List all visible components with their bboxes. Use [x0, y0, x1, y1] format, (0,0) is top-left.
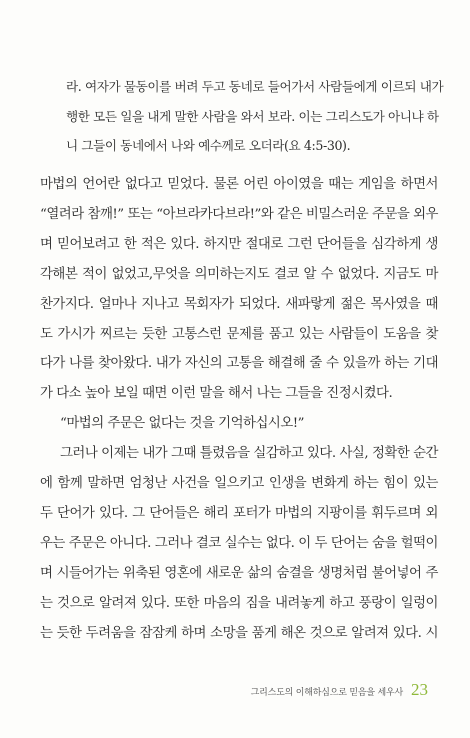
body-line: 에 함께 말하면 엄청난 사건을 일으키고 인생을 변화게 하는 힘이 있는	[40, 476, 438, 492]
body-line: 마법의 언어란 없다고 믿었다. 물론 어린 아이였을 때는 게임을 하면서	[40, 177, 438, 192]
quote-line: 니 그들이 동네에서 나와 예수께로 오더라(요 4:5-30).	[66, 138, 351, 153]
quote-line: 행한 모든 일을 내게 말한 사람을 와서 보라. 이는 그리스도가 아니냐 하	[66, 108, 439, 124]
body-line: 각해본 적이 없었고,무엇을 의미하는지도 결코 알 수 없었다. 지금도 마	[40, 266, 438, 282]
page-number: 23	[411, 680, 428, 699]
quote-line: 라. 여자가 물동이를 버려 두고 동네로 들어가서 사람들에게 이르되 내가	[66, 79, 444, 94]
body-line: 찬가지다. 얼마나 지나고 목회자가 되었다. 새파랗게 젊은 목사였을 때	[40, 296, 438, 312]
body-line: “열려라 참깨!” 또는 “아브라카다브라!”와 같은 비밀스러운 주문을 외우	[40, 206, 438, 222]
body-line: 는 듯한 두려움을 잠잠케 하며 소망을 품게 해온 것으로 알려져 있다. 시	[40, 625, 438, 641]
body-line: 도 가시가 찌르는 듯한 고통스런 문제를 품고 있는 사람들이 도움을 찾	[40, 326, 438, 342]
running-head: 그리스도의 이해하심으로 믿음을 세우사	[250, 688, 403, 698]
body-line: 다가 나를 찾아왔다. 내가 자신의 고통을 해결해 줄 수 있을까 하는 기대	[40, 356, 438, 372]
page-footer	[251, 680, 428, 700]
body-line-quote: “마법의 주문은 없다는 것을 기억하십시오!”	[60, 416, 304, 432]
body-line: 가 다소 높아 보일 때면 이런 말을 해서 나는 그들을 진정시켰다.	[40, 386, 393, 402]
body-text	[40, 170, 440, 649]
scripture-quote	[66, 72, 444, 161]
body-line: 며 믿어보려고 한 적은 있다. 하지만 절대로 그런 단어들을 심각하게 생	[40, 236, 438, 252]
body-line: 두 단어가 있다. 그 단어들은 해리 포터가 마법의 지팡이를 휘두르며 외	[40, 505, 438, 521]
body-line: 며 시들어가는 위축된 영혼에 새로운 삶의 숨결을 생명처럼 불어넣어 주	[40, 565, 438, 581]
body-line: 그러나 이제는 내가 그때 틀렸음을 실감하고 있다. 사실, 정확한 순간	[60, 446, 438, 462]
body-line: 우는 주문은 아니다. 그러나 결코 실수는 없다. 이 두 단어는 숨을 헐떡이	[40, 535, 438, 551]
body-line: 는 것으로 알려져 있다. 또한 마음의 짐을 내려놓게 하고 풍랑이 일렁이	[40, 595, 438, 611]
